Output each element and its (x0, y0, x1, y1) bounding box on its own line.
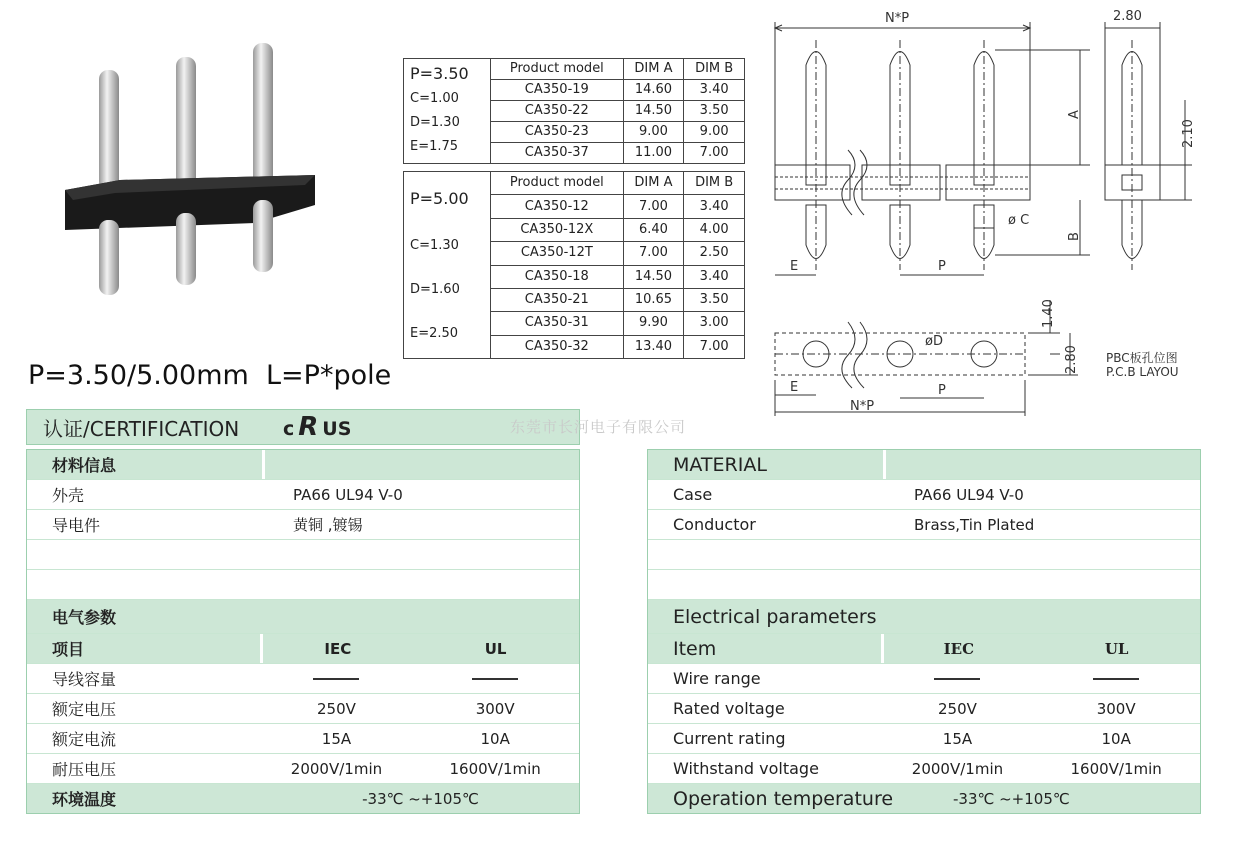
table-row: Case PA66 UL94 V-0 (648, 480, 1200, 510)
pcb-caption-en: P.C.B LAYOU (1106, 365, 1179, 379)
pitch-label: P=3.50 (410, 64, 469, 83)
table-row: 导电件 黄铜 ,镀锡 (27, 510, 579, 540)
table-row: CA350-32 13.40 7.00 (404, 335, 745, 358)
pitch-label: P=5.00 (410, 189, 469, 208)
col-header: DIM B (684, 59, 745, 80)
table-row: CA350-18 14.50 3.40 (404, 265, 745, 288)
table-row: CA350-12T 7.00 2.50 (404, 242, 745, 265)
table-row: 额定电流 15A 10A (27, 724, 579, 754)
side-view (1105, 9, 1196, 270)
table-row: CA350-23 9.00 9.00 (404, 122, 745, 143)
table-row: 耐压电压 2000V/1min 1600V/1min (27, 754, 579, 784)
col-header: Product model (491, 59, 624, 80)
svg-text:P: P (938, 383, 946, 398)
table-row: CA350-12 7.00 3.40 (404, 195, 745, 218)
svg-text:2.10: 2.10 (1181, 119, 1196, 148)
svg-text:E: E (790, 259, 799, 274)
table-row (648, 570, 1200, 600)
spec-table-en: MATERIAL Case PA66 UL94 V-0 Conductor Brass,Tin Plated Electrical parameters Item IEC UL Wire range Rated voltage 250V 300V Current rating 15A 10A Withstand voltage 2000V/1min 1600V/1min Operation temperature -33℃ ~+105℃ (647, 449, 1201, 814)
table-row: CA350-22 14.50 3.50 (404, 101, 745, 122)
spec-table-cn: 材料信息 外壳 PA66 UL94 V-0 导电件 黄铜 ,镀锡 电气参数 项目 IEC UL 导线容量 额定电压 250V 300V 额定电流 15A 10A 耐压电压 2000V/1min 1600V/1min 环境温度 -33℃ ~+105℃ (26, 449, 580, 814)
table-row: CA350-12X 6.40 4.00 (404, 218, 745, 241)
svg-text:2.80: 2.80 (1064, 345, 1079, 374)
label-d: øD (925, 334, 943, 349)
pitch-formula: P=3.50/5.00mm L=P*pole (28, 360, 392, 391)
svg-text:N*P: N*P (850, 399, 875, 414)
svg-text:E: E (790, 380, 799, 395)
svg-text:A: A (1067, 110, 1082, 119)
svg-text:1.40: 1.40 (1041, 299, 1056, 328)
table-row: 外壳 PA66 UL94 V-0 (27, 480, 579, 510)
table-row: CA350-21 10.65 3.50 (404, 288, 745, 311)
material-header: MATERIAL (673, 453, 767, 476)
electrical-header: 电气参数 (52, 608, 117, 627)
table-row: CA350-19 14.60 3.40 (404, 80, 745, 101)
np-top-label: N*P (885, 11, 910, 26)
table-row: Wire range (648, 664, 1200, 694)
table-row: Conductor Brass,Tin Plated (648, 510, 1200, 540)
table-row: 额定电压 250V 300V (27, 694, 579, 724)
table-row (27, 540, 579, 570)
width-label: 2.80 (1113, 9, 1142, 24)
material-header: 材料信息 (52, 456, 117, 475)
table-row: CA350-31 9.90 3.00 (404, 312, 745, 335)
watermark: 东莞市长河电子有限公司 (510, 418, 687, 436)
svg-text:B: B (1067, 232, 1082, 241)
col-header: DIM A (623, 59, 684, 80)
table-row (27, 570, 579, 600)
label-c: ø C (1008, 213, 1030, 228)
table-row (648, 540, 1200, 570)
certification-bar (26, 409, 580, 445)
table-row: Rated voltage 250V 300V (648, 694, 1200, 724)
table-row: Current rating 15A 10A (648, 724, 1200, 754)
pcb-layout (775, 299, 1079, 416)
front-view-pins (806, 40, 994, 270)
product-photo (55, 35, 325, 305)
certification-label: 认证/CERTIFICATION (43, 416, 240, 441)
table-row: Withstand voltage 2000V/1min 1600V/1min (648, 754, 1200, 784)
ul-mark-icon: c R US (283, 412, 352, 442)
electrical-header: Electrical parameters (673, 605, 877, 628)
dim-table-p350: P=3.50 C=1.00 D=1.30 E=1.75 Product model DIM A DIM B CA350-19 14.60 3.40 CA350-22 14.50 3.50 CA350-23 9.00 9.00 CA350-37 11.00 7.00 (403, 58, 745, 164)
table-row: 导线容量 (27, 664, 579, 694)
col-header: DIM B (684, 172, 745, 195)
col-header: DIM A (623, 172, 684, 195)
col-header: Product model (491, 172, 624, 195)
svg-text:P: P (938, 259, 946, 274)
table-row: CA350-37 11.00 7.00 (404, 143, 745, 164)
pcb-caption-cn: PBC板孔位图 (1106, 351, 1178, 365)
dim-table-p500: P=5.00 C=1.30 D=1.60 E=2.50 Product model DIM A DIM B CA350-12 7.00 3.40 CA350-12X 6.40 4.00 CA350-12T 7.00 2.50 CA350-18 14.50 3.40 CA350-21 10.65 3.50 CA350-31 9.90 3.00 CA350-32 13.40 7.00 (403, 171, 745, 359)
